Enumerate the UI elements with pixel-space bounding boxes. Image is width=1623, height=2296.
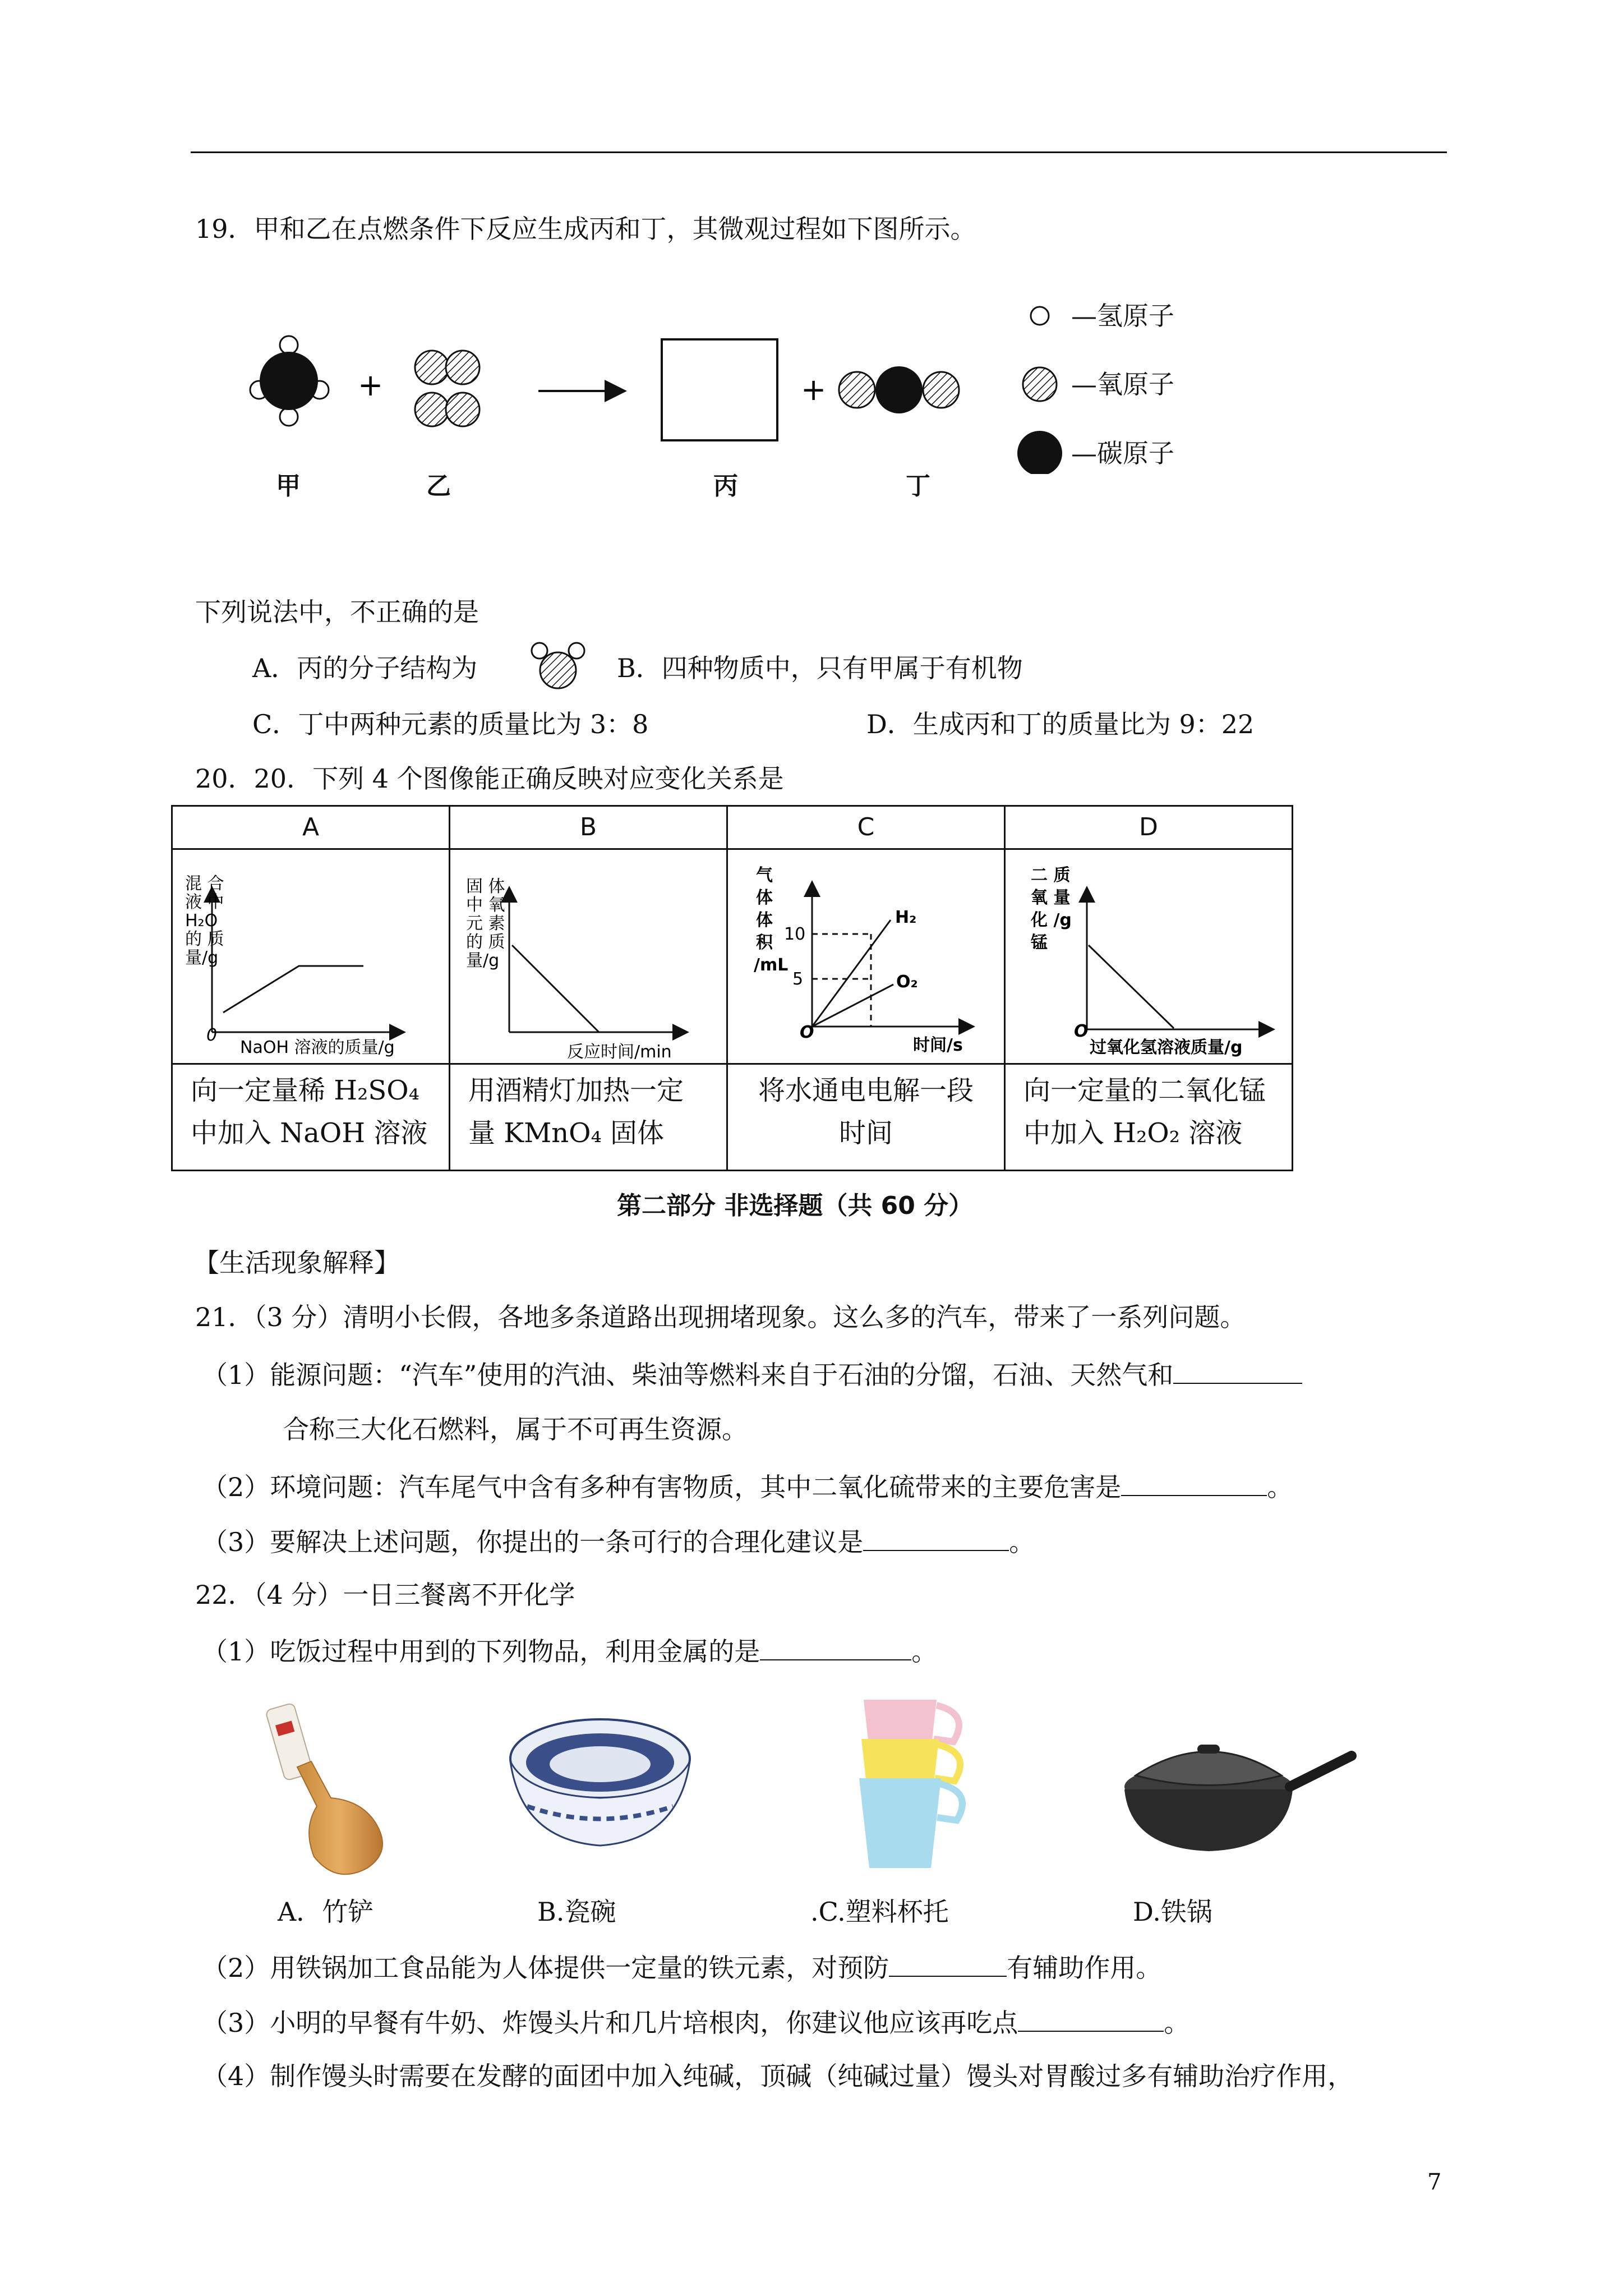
graph-b-ylabel-0: 固 体 (466, 877, 505, 896)
graph-c-ylabel-2: 体 (756, 910, 773, 930)
graph-a-origin: 0 (206, 1025, 218, 1045)
graph-c-caption-line2: 时间 (838, 1117, 893, 1149)
graph-a-cell (172, 849, 450, 1064)
legend-carbon: —碳原子 (1071, 438, 1174, 468)
graph-c-series-o2: O₂ (896, 972, 918, 992)
q19-option-d: D．生成丙和丁的质量比为 9：22 (866, 709, 1255, 739)
q19-option-b: B．四种物质中，只有甲属于有机物 (617, 653, 1023, 683)
q22-sub3-text: （3）小明的早餐有牛奶、炸馒头片和几片培根肉，你建议他应该再吃点 (202, 2008, 1018, 2038)
graph-b-caption: 用酒精灯加热一定量 KMnO₄ 固体 (450, 1064, 727, 1171)
graph-a-ylabel-2: H₂O (185, 911, 218, 931)
item-c-label: .C.塑料杯托 (810, 1897, 949, 1927)
q19-prompt: 下列说法中，不正确的是 (195, 597, 479, 627)
graph-c-tick-5: 5 (792, 969, 804, 989)
q20-stem: 20．20．下列 4 个图像能正确反映对应变化关系是 (195, 763, 784, 794)
q22-blank-3[interactable] (1018, 2008, 1164, 2032)
header-rule (191, 151, 1447, 153)
q19-stem: 19．甲和乙在点燃条件下反应生成丙和丁，其微观过程如下图所示。 (195, 214, 976, 244)
q21-sub3-end: 。 (1009, 1527, 1035, 1557)
graph-b-ylabel-2: 元 素 (466, 914, 505, 933)
q21-sub3 (202, 1527, 1035, 1555)
q21-sub1-line1 (202, 1360, 1302, 1388)
graph-c (728, 850, 1004, 1063)
graph-b-ylabel-4: 量/g (466, 951, 500, 970)
porcelain-bowl-image (505, 1711, 695, 1857)
graph-d-line (1089, 945, 1174, 1028)
q21-blank-3[interactable] (863, 1527, 1009, 1551)
graph-a-xlabel: NaOH 溶液的质量/g (240, 1038, 395, 1057)
q21-blank-2[interactable] (1121, 1473, 1267, 1496)
q21-sub2-end: 。 (1267, 1472, 1293, 1502)
plus-sign-2: + (801, 372, 827, 407)
q22-blank-1[interactable] (760, 1637, 911, 1660)
q22-stem: 22．（4 分）一日三餐离不开化学 (195, 1580, 575, 1610)
graph-c-ylabel-3: 积 (756, 933, 773, 953)
q22-sub3-end: 。 (1164, 2008, 1190, 2038)
graph-c-cell (727, 849, 1005, 1064)
graph-c-xlabel: 时间/s (913, 1036, 963, 1055)
graph-d-ylabel-2: 化 /g (1031, 910, 1072, 930)
molecule-jia (250, 336, 329, 426)
part2-title: 第二部分 非选择题（共 60 分） (617, 1191, 974, 1220)
graph-a-ylabel-1: 液 中 (185, 892, 224, 912)
graph-a-ylabel-4: 量/g (185, 948, 219, 968)
graph-d-origin: O (1074, 1022, 1089, 1041)
q22-sub2-text: （2）用铁锅加工食品能为人体提供一定量的铁元素，对预防 (202, 1953, 889, 1983)
molecule-ding (839, 366, 959, 413)
graph-d (1006, 850, 1292, 1063)
graph-a-ylabel-3: 的 质 (185, 930, 224, 949)
header-c: C (727, 806, 1005, 849)
label-ding: 丁 (906, 472, 930, 500)
graph-a-caption: 向一定量稀 H₂SO₄ 中加入 NaOH 溶液 (172, 1064, 450, 1171)
item-b-label: B.瓷碗 (537, 1897, 616, 1927)
plastic-cup-holders-image (841, 1688, 976, 1874)
graph-d-caption: 向一定量的二氧化锰中加入 H₂O₂ 溶液 (1005, 1064, 1293, 1171)
graph-c-caption-line1: 将水通电电解一段 (758, 1075, 974, 1106)
product-bing-box (662, 339, 777, 440)
graph-a-line (223, 966, 363, 1013)
q19-reaction-diagram (236, 283, 1021, 508)
q21-sub3-text: （3）要解决上述问题，你提出的一条可行的合理化建议是 (202, 1527, 864, 1557)
q19-option-c: C．丁中两种元素的质量比为 3：8 (252, 709, 649, 739)
q21-sub2-text: （2）环境问题：汽车尾气中含有多种有害物质，其中二氧化硫带来的主要危害是 (202, 1472, 1122, 1502)
item-a-label: A．竹铲 (278, 1897, 374, 1927)
q21-stem: 21．（3 分）清明小长假，各地多条道路出现拥堵现象。这么多的汽车，带来了一系列问题。 (195, 1302, 1246, 1332)
q22-sub1 (202, 1636, 938, 1667)
q21-sub1-text: （1）能源问题：“汽车”使用的汽油、柴油等燃料来自于石油的分馏，石油、天然气和 (202, 1360, 1174, 1390)
item-d-label: D.铁锅 (1133, 1897, 1212, 1927)
graph-d-xlabel: 过氧化氢溶液质量/g (1090, 1038, 1243, 1057)
q22-sub3 (202, 2008, 1189, 2036)
atom-legend-icons (1015, 295, 1077, 474)
graph-d-ylabel-3: 锰 (1031, 933, 1048, 953)
graph-c-line-o2 (812, 984, 893, 1027)
q21-sub1-line2: 合称三大化石燃料，属于不可再生资源。 (283, 1414, 748, 1444)
graph-c-ylabel-4: /mL (754, 955, 789, 975)
q22-blank-2[interactable] (889, 1953, 1007, 1977)
graph-c-tick-10: 10 (784, 924, 806, 944)
header-b: B (450, 806, 727, 849)
q22-sub2 (202, 1953, 1161, 1981)
graph-d-cell (1005, 849, 1293, 1064)
q21-sub2 (202, 1473, 1293, 1500)
q22-sub1-text: （1）吃饭过程中用到的下列物品，利用金属的是 (202, 1636, 760, 1667)
graph-c-origin: O (800, 1023, 814, 1042)
page-number: 7 (1427, 2169, 1442, 2195)
graph-c-series-h2: H₂ (895, 908, 917, 927)
plus-sign-1: + (358, 367, 384, 403)
graph-b-ylabel-3: 的 质 (466, 932, 505, 952)
graph-c-ylabel-1: 体 (756, 888, 773, 908)
section-title: 【生活现象解释】 (193, 1248, 400, 1278)
graph-b-line (512, 945, 599, 1032)
graph-b-xlabel: 反应时间/min (567, 1042, 672, 1062)
q19-option-a: A．丙的分子结构为 (252, 653, 478, 683)
graph-a (173, 850, 449, 1063)
graph-b-cell (450, 849, 727, 1064)
label-jia: 甲 (276, 472, 301, 500)
q22-sub1-end: 。 (911, 1636, 938, 1667)
graph-d-ylabel-1: 氧 量 (1031, 888, 1071, 908)
graph-a-ylabel-0: 混 合 (185, 874, 224, 894)
graph-c-caption (727, 1064, 1005, 1171)
bamboo-spatula-image (264, 1700, 415, 1885)
q22-sub4: （4）制作馒头时需要在发酵的面团中加入纯碱，顶碱（纯碱过量）馒头对胃酸过多有辅助治疗作用， (202, 2061, 1354, 2091)
label-bing: 丙 (713, 472, 738, 500)
legend-oxygen: —氧原子 (1071, 369, 1174, 399)
header-a: A (172, 806, 450, 849)
header-d: D (1005, 806, 1293, 849)
q20-graph-table (171, 805, 1293, 1171)
graph-b-ylabel-1: 中 氧 (466, 895, 505, 915)
graph-c-ylabel-0: 气 (756, 866, 773, 885)
graph-c-line-h2 (812, 920, 891, 1027)
graph-b (450, 850, 726, 1063)
legend-hydrogen: —氢原子 (1071, 301, 1174, 331)
water-molecule-icon (527, 639, 589, 693)
molecule-yi (415, 351, 479, 426)
q21-blank-1[interactable] (1173, 1360, 1302, 1384)
graph-d-ylabel-0: 二 质 (1031, 866, 1071, 885)
iron-wok-image (1113, 1733, 1360, 1862)
label-yi: 乙 (426, 472, 451, 500)
q22-sub2-tail: 有辅助作用。 (1007, 1953, 1162, 1983)
